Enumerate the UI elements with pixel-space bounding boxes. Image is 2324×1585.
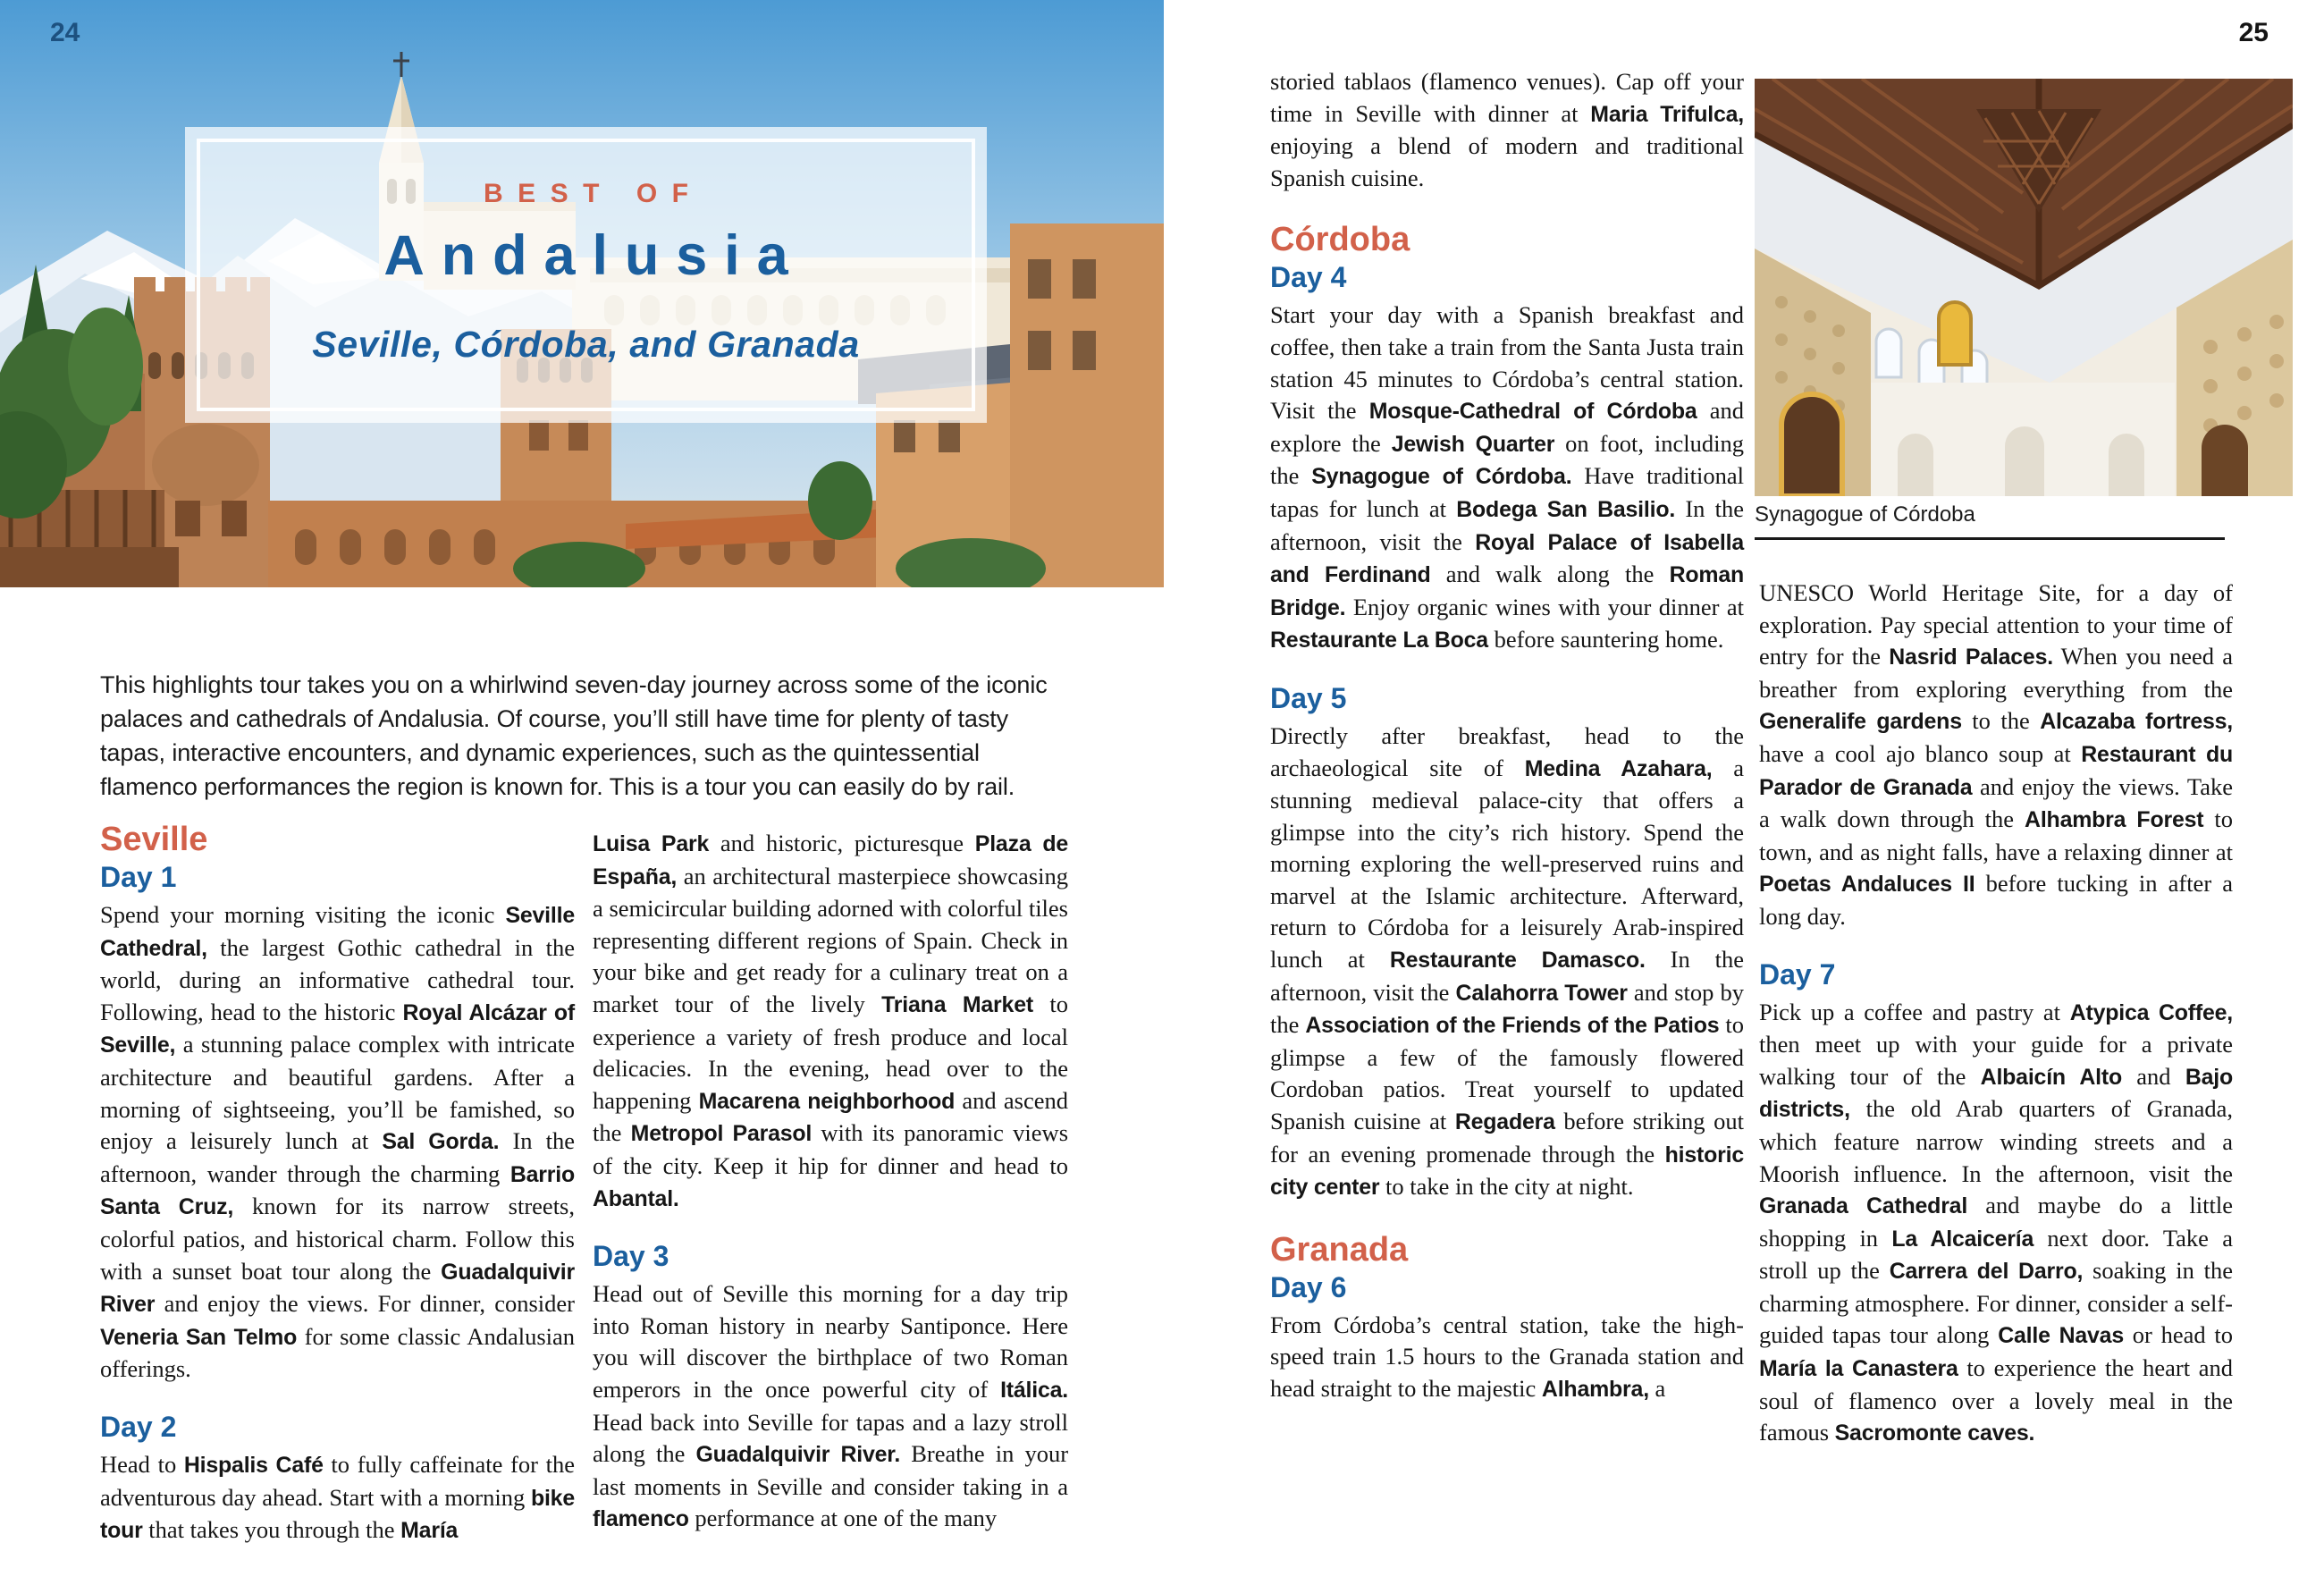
place-name: Restaurante Damasco.	[1389, 948, 1646, 974]
place-name: Nasrid Palaces.	[1889, 645, 2053, 670]
place-name: Barrio Santa Cruz,	[100, 1161, 575, 1220]
place-name: Mosque-Cathedral of Córdoba	[1368, 399, 1697, 425]
place-name: Royal Palace of Isabella and Ferdinand	[1270, 529, 1745, 588]
place-name: Veneria San Telmo	[100, 1324, 298, 1350]
place-name: Guadalquivir River.	[695, 1442, 901, 1468]
place-name: Seville Cathedral,	[100, 903, 575, 961]
place-name: Triana Market	[881, 991, 1033, 1017]
place-name: Bajo districts,	[1759, 1064, 2234, 1123]
city-heading: Córdoba	[1270, 221, 1410, 259]
place-name: Alhambra,	[1541, 1377, 1649, 1402]
place-name: Calahorra Tower	[1455, 980, 1628, 1006]
body-paragraph: storied tablaos (flamenco venues). Cap off your time in Seville with dinner at Maria Trifulca, enjoying a blend of modern and traditional Spanish cuisine.	[1270, 68, 1744, 191]
place-name: Roman Bridge.	[1270, 562, 1744, 620]
place-name: Sacromonte caves.	[1834, 1421, 2035, 1446]
place-name: Luisa Park	[593, 831, 710, 856]
place-name: Medina Azahara,	[1524, 755, 1713, 781]
hero-subtitle: Seville, Córdoba, and Granada	[312, 324, 860, 365]
place-name: Jewish Quarter	[1391, 431, 1555, 457]
place-name: Restaurante La Boca	[1270, 628, 1488, 653]
body-paragraph: Pick up a coffee and pastry at Atypica Coffee, then meet up with your guide for a private walking tour of the Albaicín Alto and Bajo districts, the old Arab quarters of Granada, which feature narrow winding streets and a Moorish influence. In the afternoon, visit the Granada Cathedral and maybe do a little shopping in La Alcaicería next door. Take a stroll up the Carrera del Darro, soaking in the charming atmosphere. For dinner, consider a self-guided tapas tour along Calle Navas or head to María la Canastera to experience the heart and soul of flamenco over a lovely meal in the famous Sacromonte caves.	[1759, 998, 2234, 1446]
place-name: Itálica.	[1000, 1377, 1068, 1403]
day-heading: Day 4	[1270, 261, 1347, 294]
place-name: Albaicín Alto	[1980, 1064, 2123, 1090]
place-name: Macarena neighborhood	[698, 1088, 956, 1114]
page-number-right: 25	[2238, 18, 2269, 47]
day-heading: Day 2	[100, 1410, 177, 1443]
text-column-2	[593, 828, 1068, 1536]
synagogue-photo-illustration	[1755, 79, 2293, 496]
body-paragraph: Start your day with a Spanish breakfast and coffee, then take a train from the Santa Justa train station 45 minutes to Córdoba’s central station. Visit the Mosque-Cathedral of Córdoba and explore the Jewish Quarter on foot, including the Synagogue of Córdoba. Have traditional tapas for lunch at Bodega San Basilio. In the afternoon, visit the Royal Palace of Isabella and Ferdinand and walk along the Roman Bridge. Enjoy organic wines with your dinner at Restaurante La Boca before sauntering home.	[1270, 301, 1745, 653]
place-name: Restaurant du Parador de Granada	[1759, 741, 2233, 800]
place-name: Regadera	[1454, 1109, 1555, 1135]
place-name: historic city center	[1270, 1142, 1744, 1201]
city-heading: Granada	[1270, 1230, 1409, 1269]
place-name: La Alcaicería	[1891, 1226, 2034, 1252]
place-name: Sal Gorda.	[382, 1129, 500, 1155]
place-name: Bodega San Basilio.	[1456, 496, 1676, 522]
text-column-3	[1270, 66, 1744, 1406]
body-paragraph: Spend your morning visiting the iconic Seville Cathedral, the largest Gothic cathedral in the world, during an informative cathedral tour. Following, head to the historic Royal Alcázar of Seville, a stunning palace complex with intricate architecture and beautiful gardens. After a morning of sightseeing, you’ll be famished, so enjoy a leisurely lunch at Sal Gorda. In the afternoon, wander through the charming Barrio Santa Cruz, known for its narrow streets, colorful patios, and historical charm. Follow this with a sunset boat tour along the Guadalquivir River and enjoy the views. For dinner, consider Veneria San Telmo for some classic Andalusian offerings.	[100, 901, 576, 1383]
place-name: Calle Navas	[1998, 1323, 2124, 1349]
place-name: bike tour	[100, 1485, 575, 1544]
place-name: Royal Alcázar of Seville,	[100, 999, 575, 1058]
place-name: Granada Cathedral	[1759, 1193, 1968, 1219]
photo-caption: Synagogue of Córdoba	[1755, 502, 1975, 527]
place-name: Abantal.	[593, 1185, 679, 1211]
hero-title: Andalusia	[383, 224, 805, 287]
synagogue-photo	[1755, 79, 2293, 496]
page-number-left: 24	[50, 18, 80, 47]
body-paragraph: UNESCO World Heritage Site, for a day of exploration. Pay special attention to your time of entry for the Nasrid Palaces. When you need a breather from exploring everything from the Generalife gardens to the Alcazaba fortress, have a cool ajo blanco soup at Restaurant du Parador de Granada and enjoy the views. Take a walk down through the Alhambra Forest to town, and as night falls, have a relaxing dinner at Poetas Andaluces II before tucking in after a long day.	[1759, 579, 2234, 930]
place-name: Maria Trifulca,	[1590, 101, 1744, 127]
intro-paragraph: This highlights tour takes you on a whirlwind seven-day journey across some of the iconic palaces and cathedrals of Andalusia. Of course, you’ll still have time for plenty of tasty tapas, interactive encounters, and dynamic experiences, such as the quintessential flamenco performances the region is known for. This is a tour you can easily do by rail.	[100, 671, 1048, 800]
text-column-1	[100, 821, 575, 1547]
body-paragraph: Luisa Park and historic, picturesque Plaza de España, an architectural masterpiece showcasing a semicircular building adorned with colorful tiles representing different regions of Spain. Check in your bike and get ready for a culinary treat on a market tour of the lively Triana Market to experience a variety of fresh produce and local delicacies. In the evening, head over to the happening Macarena neighborhood and ascend the Metropol Parasol with its panoramic views of the city. Keep it hip for dinner and head to Abantal.	[593, 830, 1069, 1211]
body-paragraph: Directly after breakfast, head to the archaeological site of Medina Azahara, a stunning medieval palace-city that offers a glimpse into the city’s rich history. Spend the morning exploring the well-preserved ruins and marvel at the Islamic architecture. Afterward, return to Córdoba for a leisurely Arab-inspired lunch at Restaurante Damasco. In the afternoon, visit the Calahorra Tower and stop by the Association of the Friends of the Patios to glimpse a few of the famously flowered Cordoban patios. Treat yourself to updated Spanish cuisine at Regadera before striking out for an evening promenade through the historic city center to take in the city at night.	[1270, 721, 1745, 1201]
place-name: flamenco	[593, 1506, 689, 1532]
city-heading: Seville	[100, 821, 208, 858]
body-paragraph: Head out of Seville this morning for a day trip into Roman history in nearby Santiponce. Here you will discover the birthplace of two Roman emperors in the once powerful city of Itálica. Head back into Seville for tapas and a lazy stroll along the Guadalquivir River. Breathe in your last moments in Seville and consider taking in a flamenco performance at one of the many	[593, 1280, 1069, 1532]
place-name: María	[400, 1518, 459, 1544]
place-name: Metropol Parasol	[630, 1121, 813, 1147]
day-heading: Day 3	[593, 1240, 669, 1273]
place-name: Synagogue of Córdoba.	[1311, 464, 1572, 490]
place-name: Poetas Andaluces II	[1759, 872, 1975, 898]
hero-title-box	[185, 127, 987, 423]
place-name: Alhambra Forest	[2025, 807, 2204, 833]
day-heading: Day 5	[1270, 681, 1347, 714]
place-name: Guadalquivir River	[100, 1259, 575, 1318]
day-heading: Day 6	[1270, 1270, 1347, 1303]
day-heading: Day 1	[100, 861, 177, 893]
place-name: Alcazaba fortress,	[2040, 709, 2233, 735]
place-name: Atypica Coffee,	[2069, 999, 2233, 1025]
place-name: Carrera del Darro,	[1889, 1259, 2084, 1285]
caption-rule	[1755, 537, 2225, 540]
hero-photo-alhambra	[0, 0, 1164, 587]
place-name: Generalife gardens	[1759, 709, 1962, 735]
place-name: Hispalis Café	[183, 1452, 324, 1478]
place-name: María la Canastera	[1759, 1356, 1958, 1382]
body-paragraph: Head to Hispalis Café to fully caffeinate for the adventurous day ahead. Start with a morning bike tour that takes you through the María	[100, 1450, 575, 1544]
title-box-content	[185, 127, 987, 423]
place-name: Plaza de España,	[593, 831, 1069, 889]
hero-kicker: BEST OF	[483, 179, 703, 208]
body-paragraph: From Córdoba’s central station, take the high-speed train 1.5 hours to the Granada station and head straight to the majestic Alhambra, a	[1270, 1311, 1744, 1402]
day-heading: Day 7	[1759, 957, 1836, 991]
text-column-4	[1759, 578, 2233, 1450]
place-name: Association of the Friends of the Patios	[1305, 1013, 1720, 1039]
